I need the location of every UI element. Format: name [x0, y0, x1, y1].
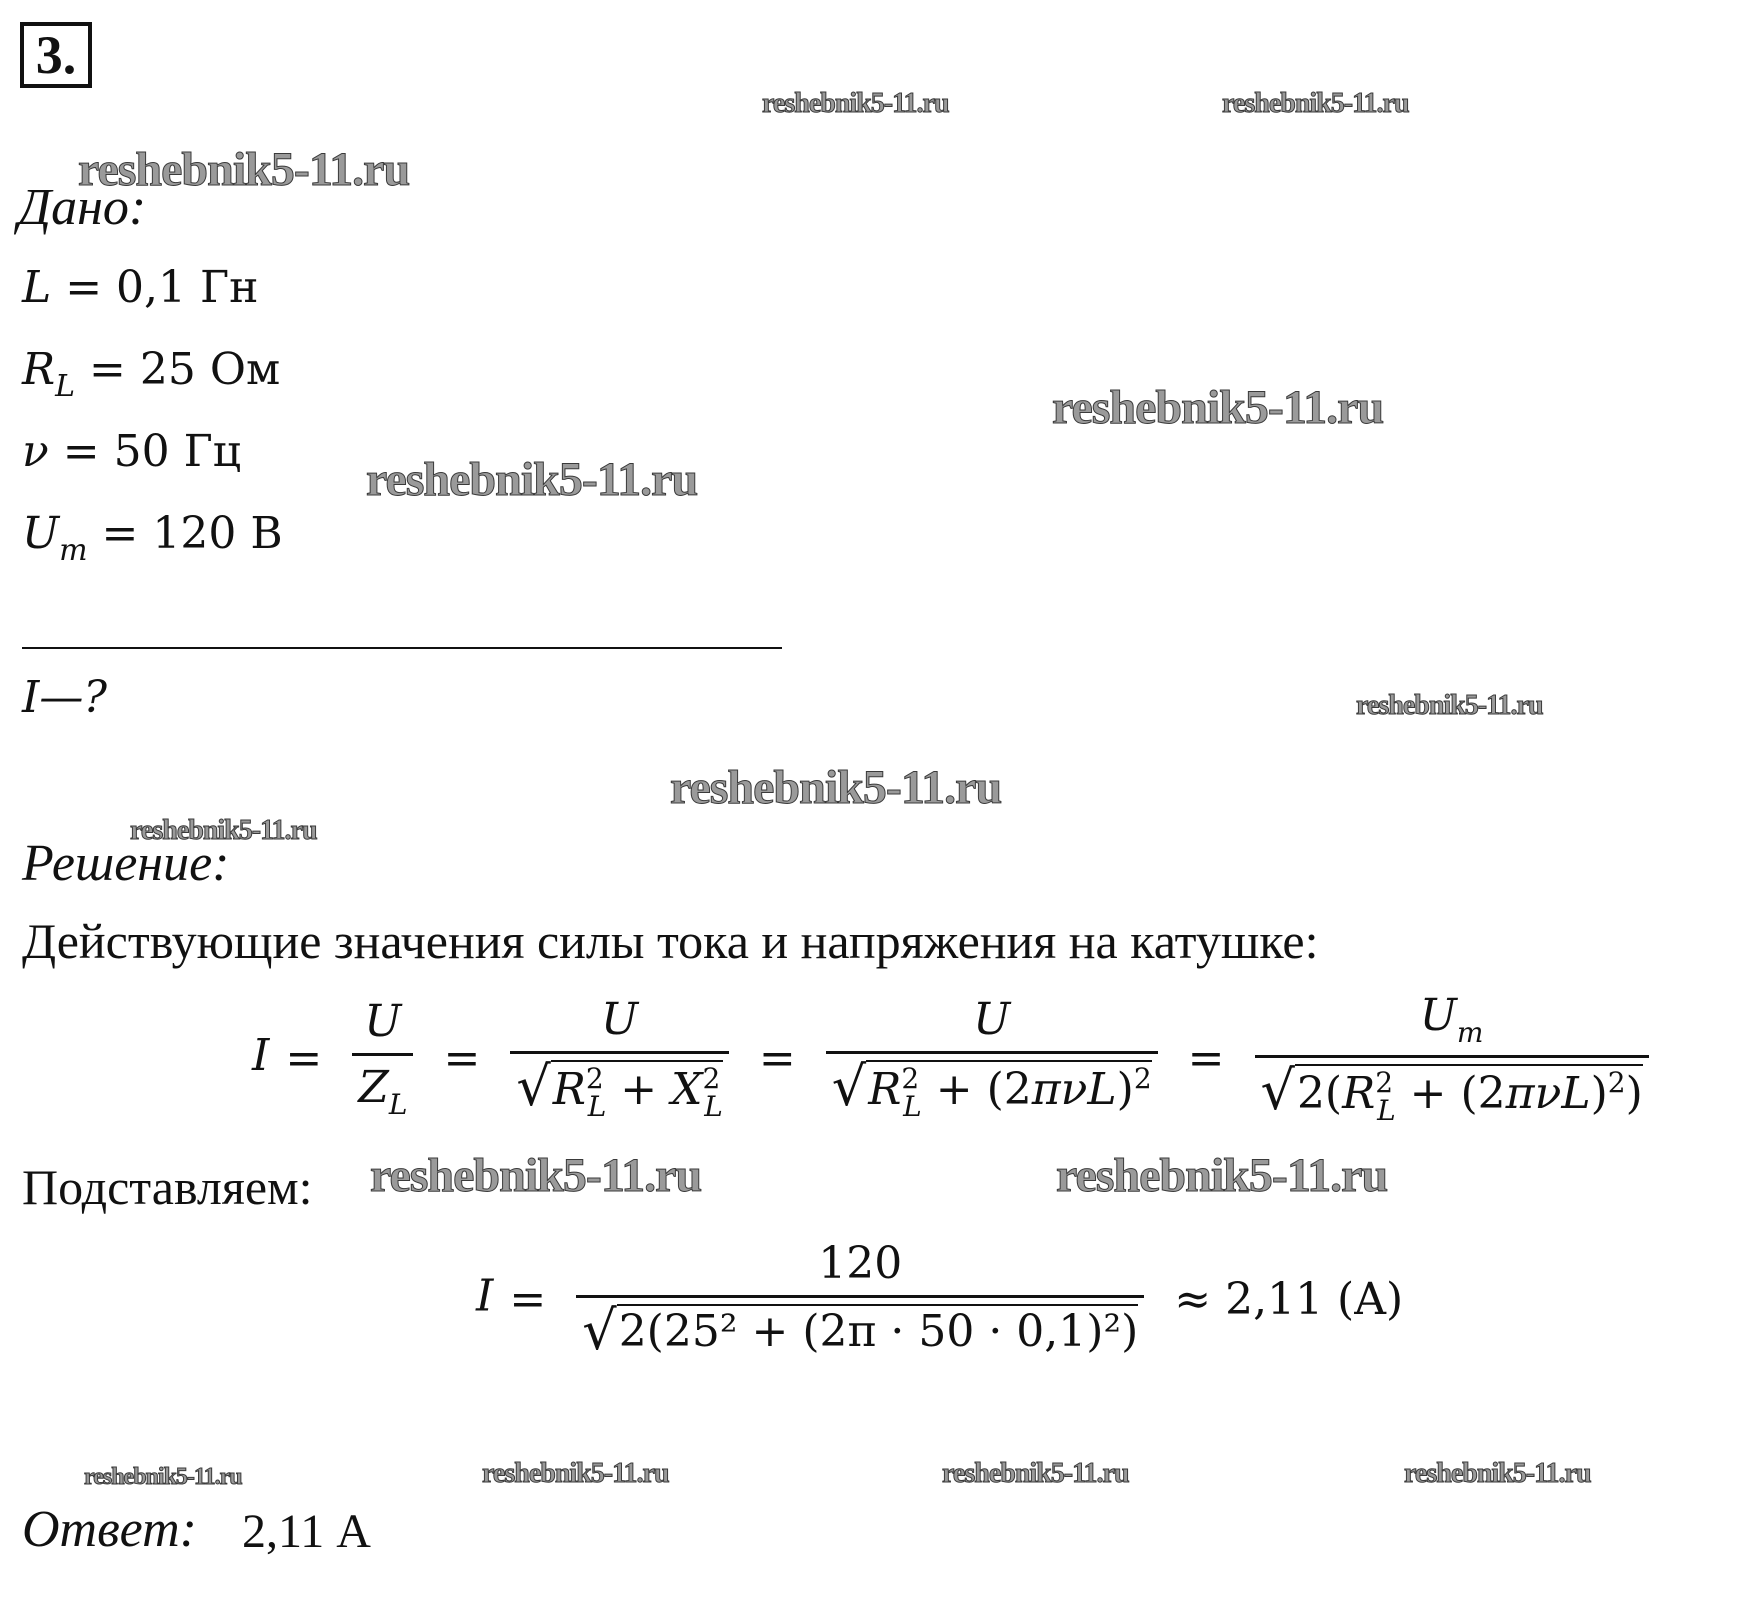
divider	[22, 647, 782, 649]
watermark: reshebnik5-11.ru	[84, 1464, 242, 1490]
given-item: ν = 50 Гц	[22, 426, 241, 477]
watermark: reshebnik5-11.ru	[366, 453, 698, 506]
watermark: reshebnik5-11.ru	[942, 1458, 1129, 1489]
given-label: Дано:	[18, 179, 147, 236]
watermark: reshebnik5-11.ru	[370, 1149, 702, 1202]
watermark: reshebnik5-11.ru	[1056, 1149, 1388, 1202]
substitute-label: Подставляем:	[22, 1159, 313, 1215]
answer-value: 2,11 А	[242, 1505, 371, 1558]
solution-label: Решение:	[22, 835, 230, 892]
watermark: reshebnik5-11.ru	[130, 815, 317, 846]
current-formula: I = $\frac{U}{Z_L}$ = U √ $R^2_L + X^2_L$ = U √ $R^2_L + (2\pi\nu L)^2$ = $U_m$ √ $2(R^2_L + (2\pi\nu L)^2)$	[252, 990, 1649, 1127]
watermark: reshebnik5-11.ru	[1052, 381, 1384, 434]
given-item: $R_L = 25$ Ом	[22, 344, 281, 404]
answer-label: Ответ:	[22, 1501, 197, 1558]
watermark: reshebnik5-11.ru	[1356, 690, 1543, 721]
given-item: L = 0,1 Гн	[22, 262, 259, 313]
watermark: reshebnik5-11.ru	[762, 88, 949, 119]
find-quantity: I—?	[22, 672, 107, 723]
substitution-formula: I = 120 √ 2(25² + (2π · 50 · 0,1)²) ≈ 2,11 (A)	[476, 1238, 1404, 1362]
watermark: reshebnik5-11.ru	[482, 1458, 669, 1489]
watermark: reshebnik5-11.ru	[670, 761, 1002, 814]
watermark: reshebnik5-11.ru	[1404, 1458, 1591, 1489]
explanation-text: Действующие значения силы тока и напряжения на катушке:	[22, 913, 1319, 969]
problem-number: 3.	[20, 22, 92, 88]
given-item: $U_m = 120$ В	[22, 508, 283, 568]
watermark: reshebnik5-11.ru	[1222, 88, 1409, 119]
watermark: reshebnik5-11.ru	[78, 143, 410, 196]
